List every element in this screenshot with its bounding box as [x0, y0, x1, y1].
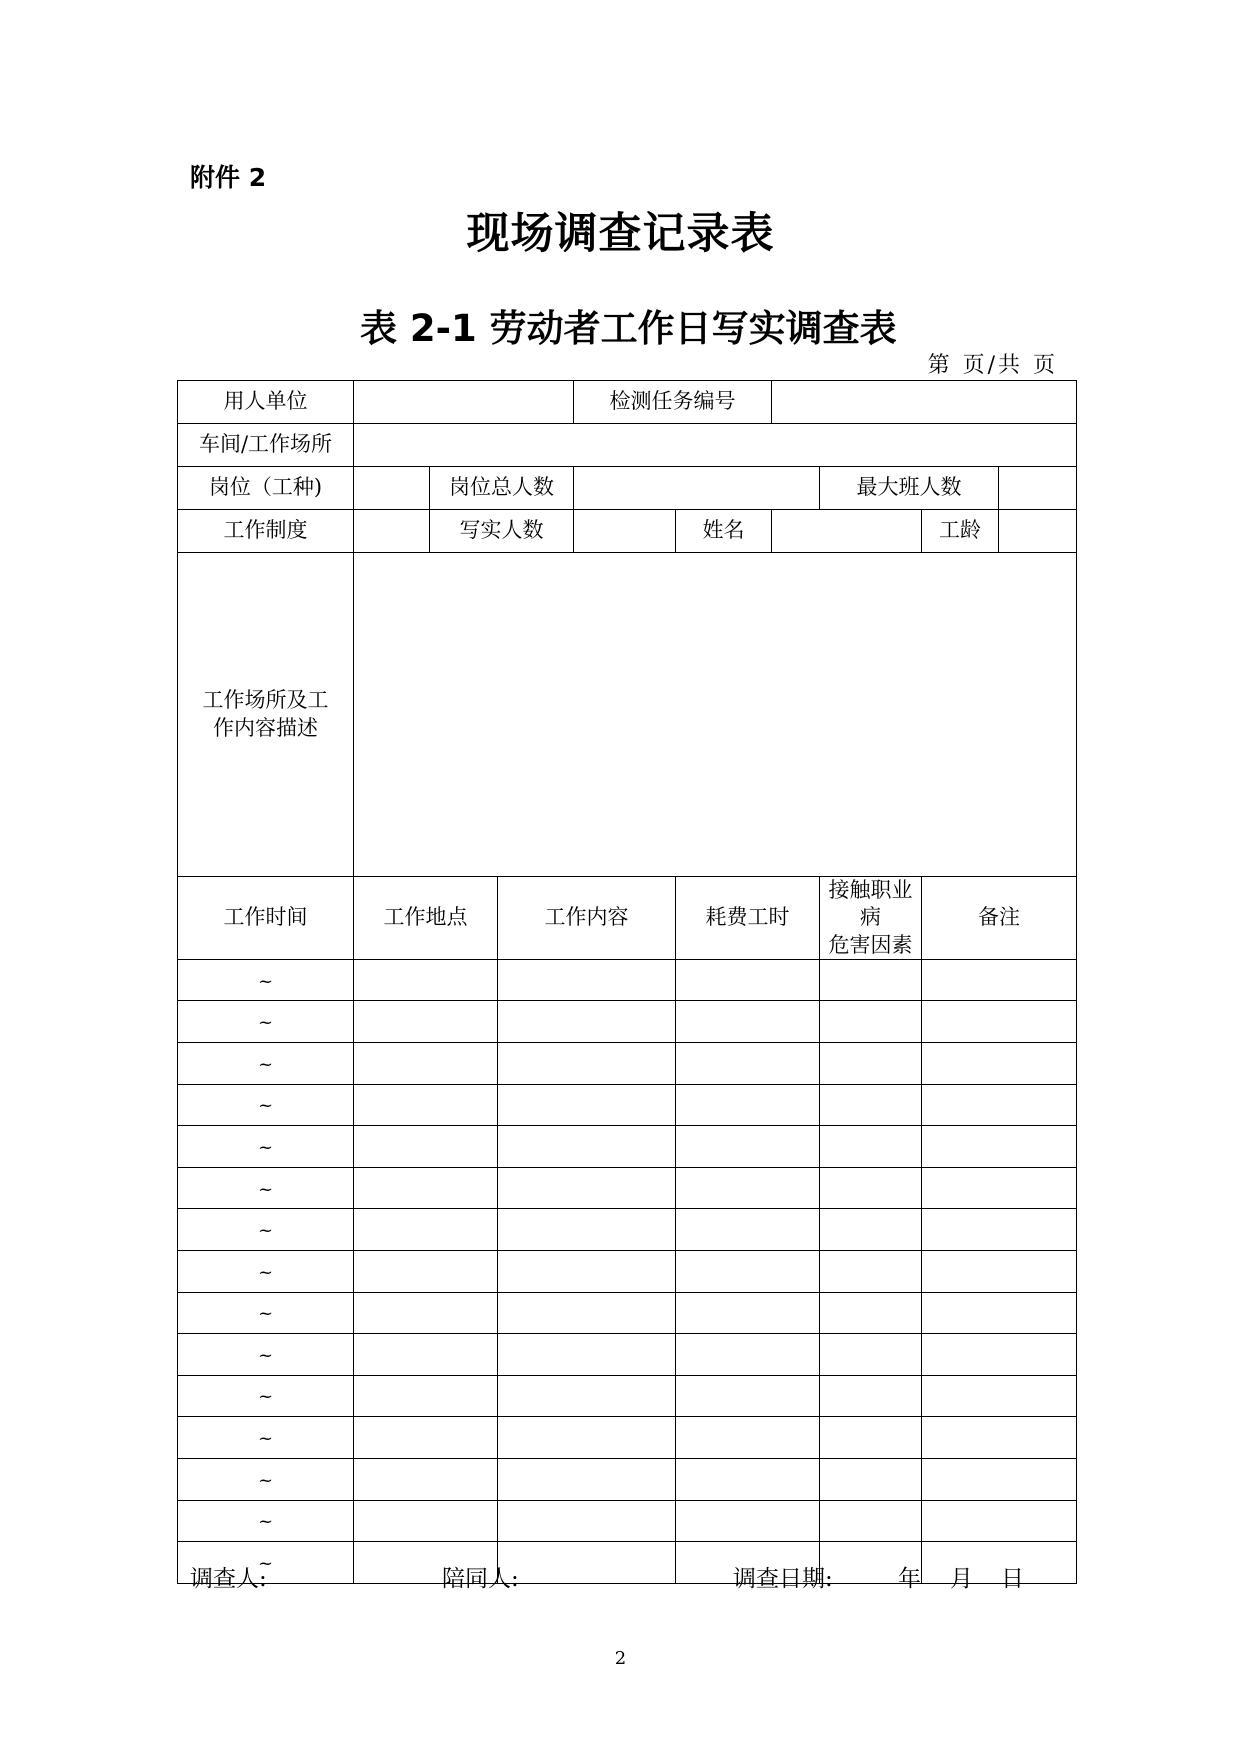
- log-cell-hazard[interactable]: [820, 1417, 922, 1459]
- log-cell-time[interactable]: [178, 1126, 354, 1168]
- position-label: 岗位（工种): [178, 467, 354, 510]
- log-header-hours: 耗费工时: [676, 877, 820, 960]
- investigator-label: 调查人:: [190, 1566, 267, 1592]
- log-cell-time[interactable]: [178, 1375, 354, 1417]
- log-cell-location[interactable]: [354, 1500, 498, 1542]
- task-number-field[interactable]: [772, 381, 1077, 424]
- log-row: [178, 959, 1077, 1001]
- attachment-label: 附件 2: [190, 163, 267, 192]
- log-cell-remarks[interactable]: [922, 1209, 1077, 1251]
- log-cell-hours[interactable]: [676, 1417, 820, 1459]
- employer-field[interactable]: [354, 381, 574, 424]
- log-cell-location[interactable]: [354, 1334, 498, 1376]
- log-cell-hazard[interactable]: [820, 959, 922, 1001]
- time-range-tilde: ~: [257, 1053, 274, 1075]
- log-cell-remarks[interactable]: [922, 1126, 1077, 1168]
- time-range-tilde: ~: [257, 1178, 274, 1200]
- log-cell-location[interactable]: [354, 1459, 498, 1501]
- name-field[interactable]: [772, 510, 922, 553]
- work-system-label: 工作制度: [178, 510, 354, 553]
- log-cell-hazard[interactable]: [820, 1251, 922, 1293]
- log-cell-time[interactable]: [178, 1500, 354, 1542]
- log-cell-hazard[interactable]: [820, 1001, 922, 1043]
- time-range-tilde: ~: [257, 1469, 274, 1491]
- log-header-hazard-line1: 接触职业病: [828, 878, 913, 930]
- log-cell-time[interactable]: [178, 1043, 354, 1085]
- description-field[interactable]: [354, 553, 1077, 877]
- position-field[interactable]: [354, 467, 430, 510]
- log-cell-time[interactable]: [178, 959, 354, 1001]
- log-cell-location[interactable]: [354, 1209, 498, 1251]
- log-cell-location[interactable]: [354, 1084, 498, 1126]
- log-cell-content[interactable]: [498, 1292, 676, 1334]
- log-cell-content[interactable]: [498, 1417, 676, 1459]
- log-cell-hours[interactable]: [676, 1209, 820, 1251]
- log-cell-hours[interactable]: [676, 1126, 820, 1168]
- description-label: [178, 553, 354, 877]
- employer-row: [178, 381, 1077, 424]
- survey-date-label: 调查日期:: [733, 1566, 833, 1592]
- log-row: [178, 1375, 1077, 1417]
- log-cell-content[interactable]: [498, 1209, 676, 1251]
- log-cell-location[interactable]: [354, 1043, 498, 1085]
- task-number-label: 检测任务编号: [574, 381, 772, 424]
- log-cell-hours[interactable]: [676, 1292, 820, 1334]
- time-range-tilde: ~: [257, 970, 274, 992]
- worker-day-survey-table: [177, 380, 1077, 1584]
- log-cell-hours[interactable]: [676, 1043, 820, 1085]
- time-range-tilde: ~: [257, 1344, 274, 1366]
- log-cell-remarks[interactable]: [922, 1375, 1077, 1417]
- log-cell-location[interactable]: [354, 1001, 498, 1043]
- log-cell-time[interactable]: [178, 1251, 354, 1293]
- name-label: 姓名: [676, 510, 772, 553]
- log-cell-hazard[interactable]: [820, 1459, 922, 1501]
- log-cell-time[interactable]: [178, 1001, 354, 1043]
- log-cell-hazard[interactable]: [820, 1292, 922, 1334]
- time-range-tilde: ~: [257, 1220, 274, 1242]
- log-header-hazard: [820, 877, 922, 960]
- description-label-line2: 作内容描述: [213, 715, 318, 740]
- log-cell-content[interactable]: [498, 1251, 676, 1293]
- page-title: 现场调查记录表: [466, 209, 775, 259]
- log-row: [178, 1292, 1077, 1334]
- seniority-field[interactable]: [999, 510, 1077, 553]
- log-row: [178, 1084, 1077, 1126]
- log-cell-time[interactable]: [178, 1167, 354, 1209]
- log-cell-hours[interactable]: [676, 1375, 820, 1417]
- log-cell-location[interactable]: [354, 1375, 498, 1417]
- log-cell-remarks[interactable]: [922, 1167, 1077, 1209]
- log-cell-hours[interactable]: [676, 1459, 820, 1501]
- log-cell-hazard[interactable]: [820, 1126, 922, 1168]
- date-month-label: 月: [950, 1566, 973, 1592]
- date-year-label: 年: [898, 1566, 921, 1592]
- log-row: [178, 1001, 1077, 1043]
- description-row: [178, 553, 1077, 877]
- log-row: [178, 1251, 1077, 1293]
- log-cell-time[interactable]: [178, 1417, 354, 1459]
- max-shift-label: 最大班人数: [820, 467, 999, 510]
- log-cell-time[interactable]: [178, 1334, 354, 1376]
- log-row: [178, 1500, 1077, 1542]
- log-cell-location[interactable]: [354, 1292, 498, 1334]
- log-header-content: 工作内容: [498, 877, 676, 960]
- page-indicator: 第 页/共 页: [927, 353, 1058, 378]
- log-cell-hazard[interactable]: [820, 1043, 922, 1085]
- log-cell-hours[interactable]: [676, 1167, 820, 1209]
- total-staff-label: 岗位总人数: [430, 467, 574, 510]
- date-day-label: 日: [1001, 1566, 1024, 1592]
- page-number: 2: [614, 1648, 627, 1669]
- log-cell-hazard[interactable]: [820, 1167, 922, 1209]
- log-cell-hazard[interactable]: [820, 1375, 922, 1417]
- log-cell-time[interactable]: [178, 1459, 354, 1501]
- log-cell-remarks[interactable]: [922, 959, 1077, 1001]
- work-system-row: [178, 510, 1077, 553]
- log-cell-location[interactable]: [354, 959, 498, 1001]
- log-header-location: 工作地点: [354, 877, 498, 960]
- log-row: [178, 1459, 1077, 1501]
- log-cell-content[interactable]: [498, 1500, 676, 1542]
- log-cell-remarks[interactable]: [922, 1500, 1077, 1542]
- log-cell-hours[interactable]: [676, 1084, 820, 1126]
- log-cell-remarks[interactable]: [922, 1001, 1077, 1043]
- log-cell-remarks[interactable]: [922, 1043, 1077, 1085]
- log-cell-remarks[interactable]: [922, 1251, 1077, 1293]
- time-range-tilde: ~: [257, 1511, 274, 1533]
- time-range-tilde: ~: [257, 1428, 274, 1450]
- log-cell-remarks[interactable]: [922, 1292, 1077, 1334]
- log-row: [178, 1209, 1077, 1251]
- log-header-time: 工作时间: [178, 877, 354, 960]
- log-cell-location[interactable]: [354, 1126, 498, 1168]
- workshop-label: 车间/工作场所: [178, 424, 354, 467]
- log-cell-content[interactable]: [498, 1542, 676, 1584]
- time-range-tilde: ~: [257, 1261, 274, 1283]
- log-cell-hazard[interactable]: [820, 1500, 922, 1542]
- work-system-field[interactable]: [354, 510, 430, 553]
- table-title: 表 2-1 劳动者工作日写实调查表: [360, 307, 897, 350]
- log-cell-remarks[interactable]: [922, 1542, 1077, 1584]
- log-cell-location[interactable]: [354, 1167, 498, 1209]
- time-range-tilde: ~: [257, 1386, 274, 1408]
- log-cell-content[interactable]: [498, 1167, 676, 1209]
- log-row: [178, 1417, 1077, 1459]
- log-cell-hours[interactable]: [676, 1251, 820, 1293]
- recorded-count-field[interactable]: [574, 510, 676, 553]
- log-header-remarks: 备注: [922, 877, 1077, 960]
- log-cell-content[interactable]: [498, 1375, 676, 1417]
- log-cell-location[interactable]: [354, 1251, 498, 1293]
- log-cell-hazard[interactable]: [820, 1334, 922, 1376]
- log-header-hazard-line2: 危害因素: [828, 932, 913, 957]
- time-range-tilde: ~: [257, 1012, 274, 1034]
- log-cell-time[interactable]: [178, 1209, 354, 1251]
- description-label-line1: 工作场所及工: [202, 688, 329, 713]
- log-cell-hours[interactable]: [676, 1500, 820, 1542]
- log-row: [178, 1334, 1077, 1376]
- log-row: [178, 1542, 1077, 1584]
- log-cell-time[interactable]: [178, 1084, 354, 1126]
- log-cell-hours[interactable]: [676, 1001, 820, 1043]
- time-range-tilde: ~: [257, 1095, 274, 1117]
- log-cell-content[interactable]: [498, 1126, 676, 1168]
- log-cell-remarks[interactable]: [922, 1084, 1077, 1126]
- max-shift-field[interactable]: [999, 467, 1077, 510]
- log-cell-content[interactable]: [498, 959, 676, 1001]
- log-cell-location[interactable]: [354, 1417, 498, 1459]
- log-cell-content[interactable]: [498, 1043, 676, 1085]
- log-cell-content[interactable]: [498, 1459, 676, 1501]
- log-row: [178, 1043, 1077, 1085]
- log-cell-remarks[interactable]: [922, 1459, 1077, 1501]
- total-staff-field[interactable]: [574, 467, 820, 510]
- log-cell-content[interactable]: [498, 1084, 676, 1126]
- workshop-field[interactable]: [354, 424, 1077, 467]
- log-cell-content[interactable]: [498, 1001, 676, 1043]
- log-header-row: [178, 877, 1077, 960]
- log-cell-content[interactable]: [498, 1334, 676, 1376]
- workshop-row: [178, 424, 1077, 467]
- recorded-count-label: 写实人数: [430, 510, 574, 553]
- time-range-tilde: ~: [257, 1303, 274, 1325]
- accompanier-label: 陪同人:: [442, 1566, 519, 1592]
- log-cell-remarks[interactable]: [922, 1417, 1077, 1459]
- log-row: [178, 1167, 1077, 1209]
- seniority-label: 工龄: [922, 510, 999, 553]
- employer-label: 用人单位: [178, 381, 354, 424]
- time-range-tilde: ~: [257, 1552, 274, 1574]
- log-cell-hazard[interactable]: [820, 1084, 922, 1126]
- time-range-tilde: ~: [257, 1136, 274, 1158]
- log-cell-time[interactable]: [178, 1292, 354, 1334]
- log-cell-hours[interactable]: [676, 959, 820, 1001]
- log-cell-remarks[interactable]: [922, 1334, 1077, 1376]
- log-cell-hazard[interactable]: [820, 1209, 922, 1251]
- log-row: [178, 1126, 1077, 1168]
- position-row: [178, 467, 1077, 510]
- log-cell-hours[interactable]: [676, 1334, 820, 1376]
- log-body: [178, 959, 1077, 1583]
